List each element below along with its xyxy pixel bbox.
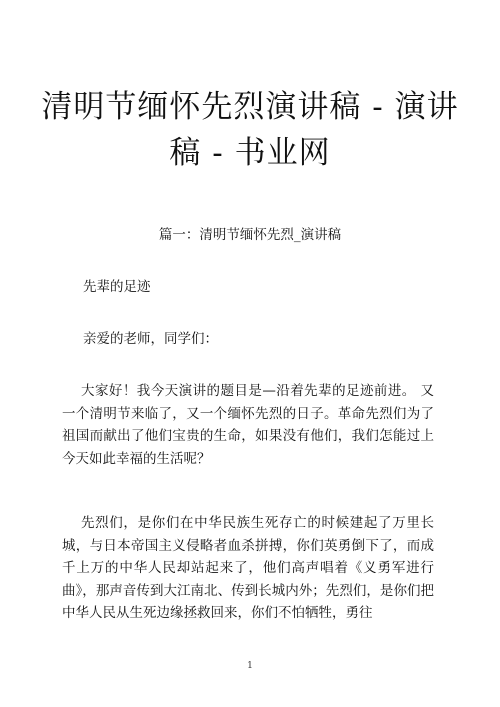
salutation: 亲爱的老师，同学们： [83,331,218,347]
body-paragraph-2: 先烈们，是你们在中华民族生死存亡的时候建起了万里长城，与日本帝国主义侵略者血杀拼搏，你们英勇倒下了，而成千上万的中华人民却站起来了，他们高声唱着《义勇军进行曲》，那声音传到大江南北、传到长城内外；先烈们，是你们把中华人民从生死边缘拯救回来，你们不怕牺牲，勇往 [62,515,434,621]
page-number: 1 [247,661,253,671]
section-heading: 先辈的足迹 [83,279,151,295]
article-subtitle: 篇一：清明节缅怀先烈_演讲稿 [158,227,342,243]
document-title: 清明节缅怀先烈演讲稿 - 演讲稿 - 书业网 [41,89,459,171]
body-paragraph-1: 大家好！我今天演讲的题目是—沿着先辈的足迹前进。 又一个清明节来临了，又一个缅怀先烈的日子。革命先烈们为了祖国而献出了他们宝贵的生命，如果没有他们，我们怎能过上今天如此幸福的生活呢？ [62,383,434,467]
